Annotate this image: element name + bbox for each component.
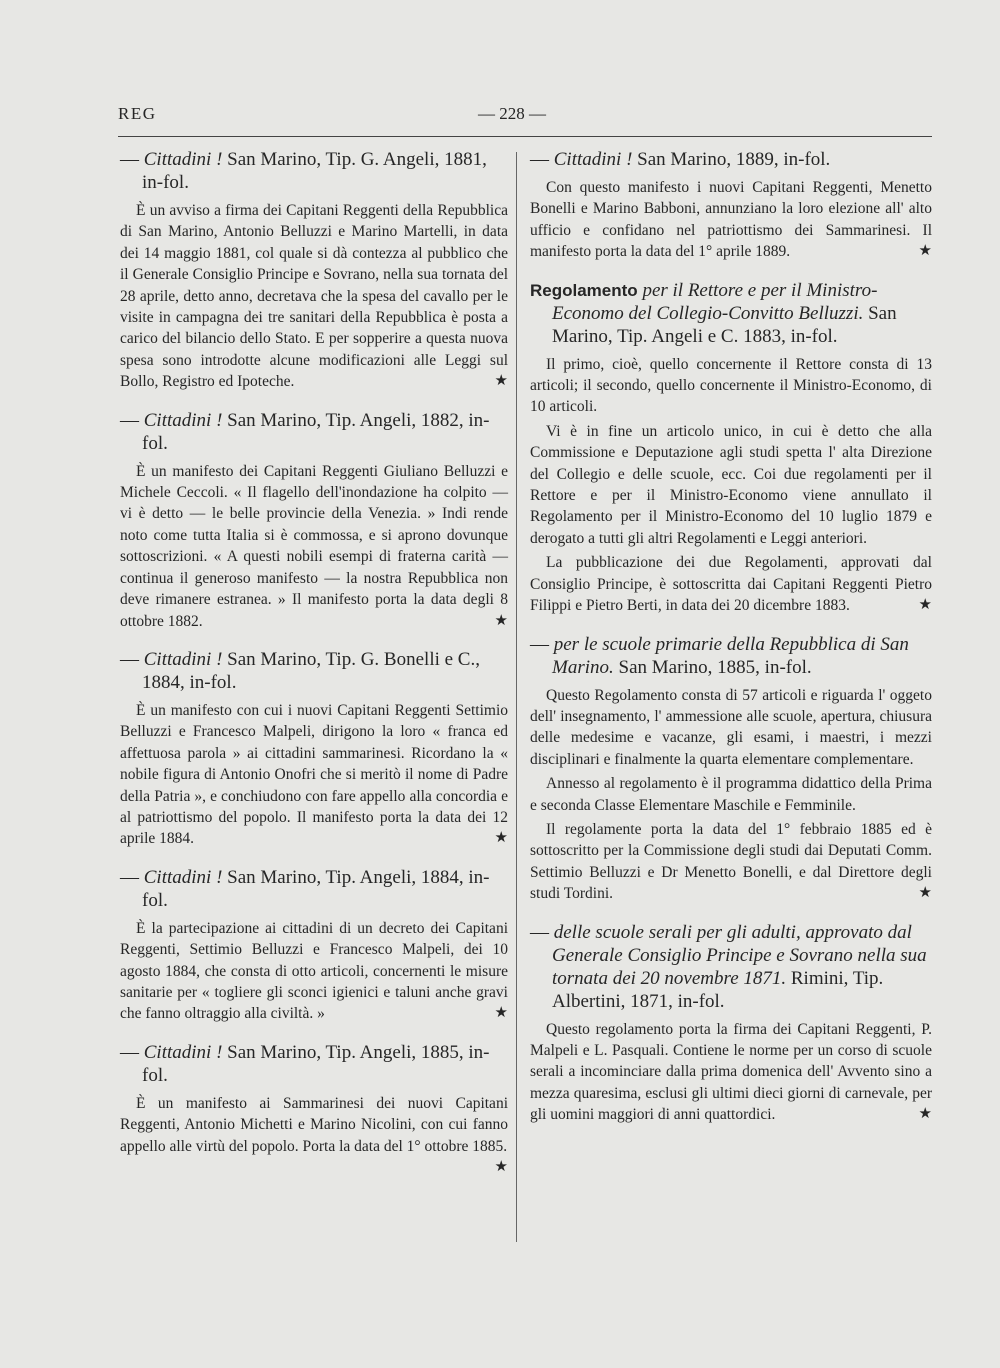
bibliography-entry (530, 279, 932, 617)
entry-description: Il regolamente porta la data del 1° febbraio 1885 ed è sottoscritto per la Commissione degli studi dai Deputati Comm. Settimio Belluzzi e Dr Menetto Bonelli, e dal Direttore degli studi Tordini. ★ (530, 819, 932, 905)
star-icon: ★ (918, 1106, 932, 1123)
entry-imprint: San Marino, Tip. G. Bonelli e C., 1884, in-fol. (142, 648, 480, 693)
entry-description: È un manifesto con cui i nuovi Capitani Reggenti Settimio Belluzzi e Francesco Malpeli, dirigono la loro « franca ed affettuosa parola » ai cittadini sammarinesi. Ricordano la « nobile figura di Antonio Onofri che si meritò il nome di Padre della Patria », e conchiudono con fare appello alla concordia e al patriottismo del popolo. Il manifesto porta la data dei 12 aprile 1884. ★ (120, 700, 508, 850)
column-divider (516, 152, 517, 1242)
entry-imprint: San Marino, Tip. Angeli, 1885, in-fol. (142, 1041, 490, 1086)
entry-description: Il primo, cioè, quello concernente il Rettore consta di 13 articoli; il secondo, quello concernente il Ministro-Economo, di 10 articoli. (530, 355, 932, 416)
entry-title: Cittadini ! (143, 149, 223, 170)
entry-imprint: San Marino, 1885, in-fol. (613, 656, 812, 678)
entry-dash: — (120, 1041, 144, 1063)
entry-dash: — (530, 921, 554, 943)
entry-title: Cittadini ! (553, 149, 633, 170)
entry-description: È un manifesto dei Capitani Reggenti Giuliano Belluzzi e Michele Ceccoli. « Il flagello dell'inondazione ha colpito — vi è detto — le belle provincie della Venezia. » Indi rende noto come tutta Italia si è commossa, e si aprono dovunque sottoscrizioni. « A questi nobili esempi di fraterna carità — continua il generoso manifesto — la nostra Repubblica non deve rimanere estranea. » Il manifesto porta la data degli 8 ottobre 1882. ★ (120, 461, 508, 632)
star-icon: ★ (918, 597, 932, 614)
entry-dash: — (120, 409, 144, 431)
entry-heading (530, 148, 932, 171)
entry-dash: — (530, 633, 554, 655)
header-rule (118, 136, 932, 137)
page-number: — 228 — (478, 104, 546, 123)
entry-title: Cittadini ! (143, 1041, 223, 1063)
entry-heading (120, 866, 508, 912)
entry-imprint: San Marino, Tip. Angeli e C. 1883, in-fol. (552, 302, 897, 347)
entry-title: Cittadini ! (143, 866, 223, 888)
bibliography-entry (530, 921, 932, 1126)
entry-dash: — (120, 149, 144, 170)
bibliography-entry (120, 409, 508, 632)
entry-title: per il Rettore e per il Ministro-Economo del Collegio-Convitto Belluzzi. (552, 279, 878, 324)
star-icon: ★ (494, 1159, 508, 1175)
bibliography-entry (530, 633, 932, 905)
bibliography-entry (530, 148, 932, 263)
entry-title: Cittadini ! (143, 409, 223, 431)
entry-heading (120, 648, 508, 694)
entry-title: Cittadini ! (143, 648, 223, 670)
entry-imprint: San Marino, Tip. Angeli, 1884, in-fol. (142, 866, 490, 911)
entry-description: È la partecipazione ai cittadini di un decreto dei Capitani Reggenti, Settimio Belluzzi e Francesco Malpeli, dei 10 agosto 1884, che consta di otto articoli, concernenti le misure sanitarie per « togliere gli sconci igienici e taluni anche gravi che fanno oltraggio alla civiltà. » ★ (120, 918, 508, 1025)
entry-title: per le scuole primarie della Repubblica di San Marino. (552, 633, 909, 678)
entry-imprint: Rimini, Tip. Albertini, 1871, in-fol. (552, 967, 884, 1012)
entry-description: Questo Regolamento consta di 57 articoli e riguarda l' oggeto dell' insegnamento, l' ammessione alle scuole, apertura, chiusura delle medesime e vacanze, gli esami, i maestri, i mezzi disciplinari e finalmente la quarta elementare complementare. (530, 686, 932, 768)
entry-heading (120, 1041, 508, 1087)
entry-heading (530, 279, 932, 348)
entry-description: Annesso al regolamento è il programma didattico della Prima e seconda Classe Elementare Maschile e Femminile. (530, 775, 932, 814)
entry-imprint: San Marino, Tip. Angeli, 1882, in-fol. (142, 409, 490, 454)
entry-description: È un manifesto ai Sammarinesi dei nuovi Capitani Reggenti, Antonio Michetti e Marino Nicolini, con cui fanno appello alle virtù del popolo. Porta la data del 1° ottobre 1885. ★ (120, 1093, 508, 1157)
entry-description: Questo regolamento porta la firma dei Capitani Reggenti, P. Malpeli e L. Pasquali. Contiene le norme per un corso di scuole serali a incominciare dalla prima domenica dell' Avvento sino a mezza quaresima, esclusi gli ultimi dieci giorni di carnevale, per gli uomini maggiori di anni quattordici. ★ (530, 1019, 932, 1126)
entry-title: delle scuole serali per gli adulti, approvato dal Generale Consiglio Principe e Sovrano nella sua tornata dei 20 novembre 1871. (552, 921, 927, 989)
bibliography-entry (120, 866, 508, 1025)
entry-keyword: Regolamento (530, 280, 638, 300)
entry-description: È un avviso a firma dei Capitani Reggenti della Repubblica di San Marino, Antonio Belluzzi e Marino Martelli, in data dei 14 maggio 1881, col quale si dà contezza al pubblico che il Generale Consiglio Principe e Sovrano, nella sua tornata del 28 aprile, detto anno, decretava che la spesa del cavallo per le visite in campagna dei tre sanitari della Repubblica è posta a carico del bilancio dello Stato. E per sopperire a questa nuova spesa sono introdotte alcune modificazioni alle Leggi sul Bollo, Registro ed Ipoteche. ★ (120, 200, 508, 393)
header-section-label: REG (118, 104, 157, 123)
entry-heading (120, 409, 508, 455)
star-icon: ★ (494, 830, 508, 847)
entry-imprint: San Marino, Tip. G. Angeli, 1881, in-fol. (142, 149, 487, 193)
entry-heading (120, 148, 508, 194)
star-icon: ★ (918, 243, 932, 260)
star-icon: ★ (494, 612, 508, 629)
running-header (118, 104, 932, 132)
star-icon: ★ (494, 373, 508, 390)
entry-description: Vi è in fine un articolo unico, in cui è detto che alla Commissione e Deputazione agli studi spetta l' alta Direzione del Collegio e delle scuole, ecc. Coi due regolamenti per il Rettore e per il Ministro-Economo viene annullato il Regolamento per il Ministro-Economo del 10 luglio 1879 e derogato a tutti gli altri Regolamenti e Leggi anteriori. (530, 422, 932, 547)
bibliography-entry (120, 148, 508, 393)
star-icon: ★ (918, 885, 932, 902)
bibliography-entry (120, 1041, 508, 1175)
left-column (120, 148, 508, 1178)
entry-description: La pubblicazione dei due Regolamenti, approvati dal Consiglio Principe, è sottoscritta dai Capitani Reggenti Pietro Filippi e Pietro Berti, in data dei 20 dicembre 1883. ★ (530, 552, 932, 616)
right-column (530, 148, 932, 1142)
entry-dash: — (530, 149, 554, 170)
entry-imprint: San Marino, 1889, in-fol. (632, 149, 831, 170)
entry-dash: — (120, 648, 144, 670)
entry-heading (530, 633, 932, 679)
entry-description: Con questo manifesto i nuovi Capitani Reggenti, Menetto Bonelli e Marino Babboni, annunziano la loro elezione all' alto ufficio e confidano nel patriottismo dei Sammarinesi. Il manifesto porta la data del 1° aprile 1889. ★ (530, 177, 932, 263)
entry-dash: — (120, 866, 144, 888)
entry-heading (530, 921, 932, 1013)
bibliography-entry (120, 648, 508, 850)
star-icon: ★ (494, 1005, 508, 1022)
